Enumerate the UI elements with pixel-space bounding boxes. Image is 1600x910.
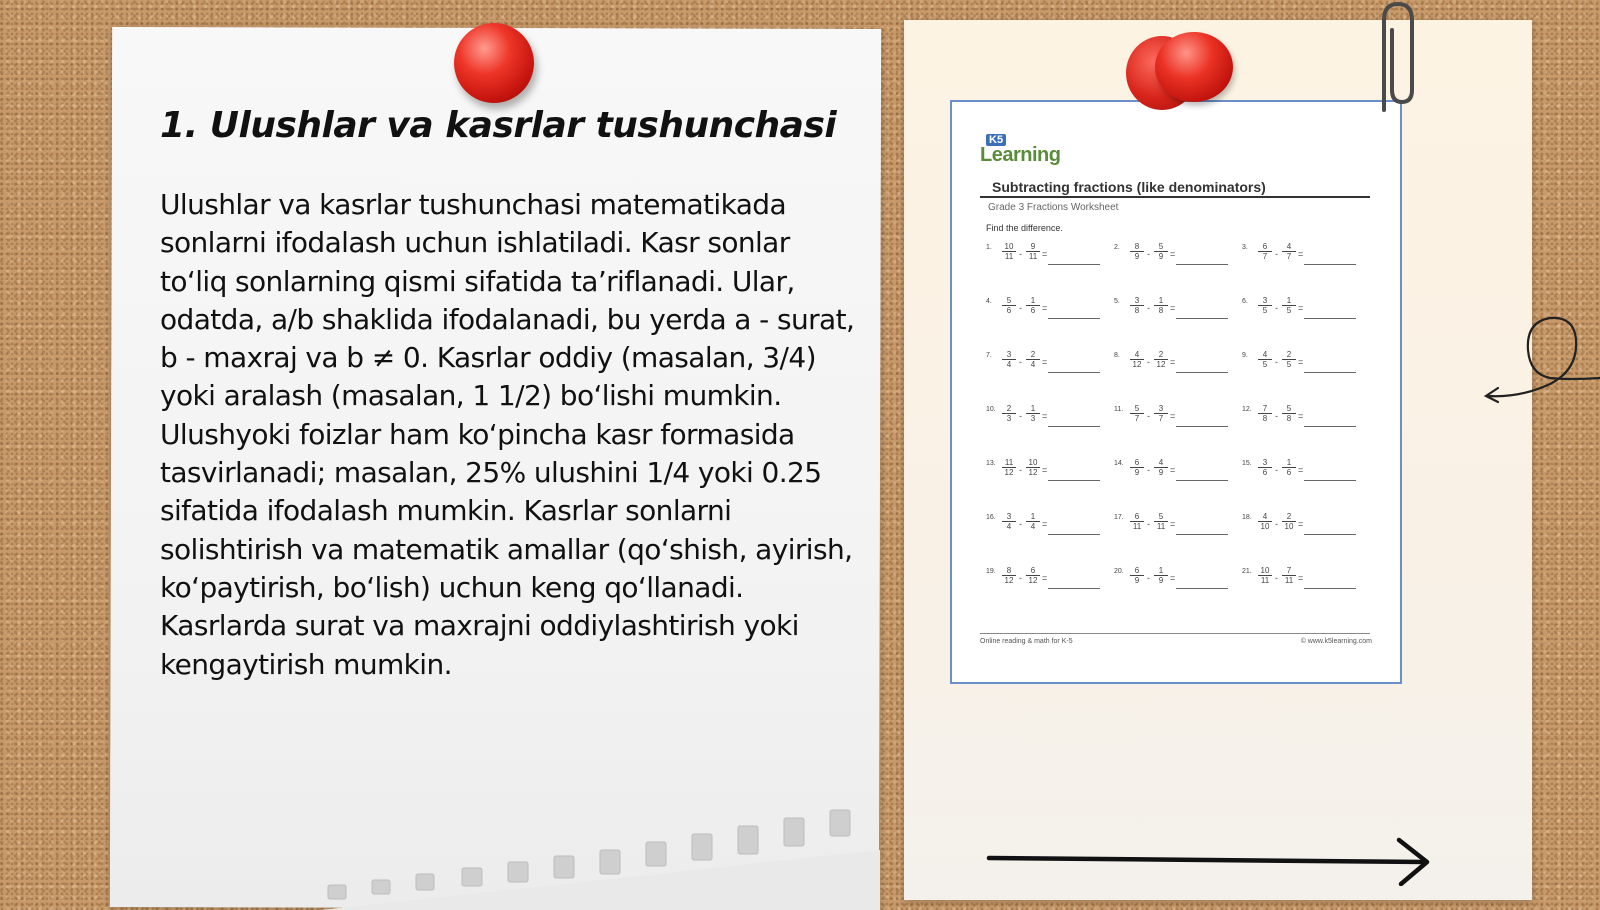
answer-blank [1176, 588, 1228, 589]
problem-number: 17. [1114, 514, 1124, 521]
worksheet-instruction: Find the difference. [986, 223, 1063, 233]
problem-number: 21. [1242, 568, 1252, 575]
fraction-a: $\frac{3}{5}$ [1258, 296, 1272, 315]
equals-sign: = [1042, 573, 1048, 583]
fraction-b: $\frac{1}{9}$ [1154, 566, 1168, 585]
problem-item [1242, 512, 1368, 542]
answer-blank [1048, 318, 1100, 319]
answer-blank [1304, 534, 1356, 535]
problem-grid [986, 242, 1378, 620]
problem-number: 12. [1242, 406, 1252, 413]
fraction-a: $\frac{6}{9}$ [1130, 458, 1144, 477]
problem-item [1242, 296, 1368, 326]
problem-number: 20. [1114, 568, 1124, 575]
answer-blank [1176, 534, 1228, 535]
logo-badge: K5 [986, 134, 1006, 146]
problem-row [986, 512, 1378, 566]
fraction-b: $\frac{4}{9}$ [1154, 458, 1168, 477]
problem-item [1242, 566, 1368, 596]
answer-blank [1304, 372, 1356, 373]
problem-item [1114, 296, 1240, 326]
minus-sign: - [1147, 519, 1150, 529]
equals-sign: = [1298, 411, 1304, 421]
problem-number: 4. [986, 298, 992, 305]
logo-text: Learning [980, 144, 1061, 166]
fraction-a: $\frac{6}{9}$ [1130, 566, 1144, 585]
fraction-b: $\frac{1}{6}$ [1282, 458, 1296, 477]
equals-sign: = [1298, 519, 1304, 529]
minus-sign: - [1275, 249, 1278, 259]
fraction-a: $\frac{4}{5}$ [1258, 350, 1272, 369]
divider [980, 196, 1370, 198]
equals-sign: = [1042, 249, 1048, 259]
fraction-b: $\frac{7}{11}$ [1282, 566, 1296, 585]
fraction-a: $\frac{5}{6}$ [1002, 296, 1016, 315]
problem-row [986, 566, 1378, 620]
fraction-b: $\frac{5}{8}$ [1282, 404, 1296, 423]
problem-number: 16. [986, 514, 996, 521]
minus-sign: - [1019, 465, 1022, 475]
minus-sign: - [1275, 357, 1278, 367]
fraction-b: $\frac{2}{5}$ [1282, 350, 1296, 369]
answer-blank [1176, 480, 1228, 481]
fraction-b: $\frac{1}{5}$ [1282, 296, 1296, 315]
slide-body-text: Ulushlar va kasrlar tushunchasi matematikada sonlarni ifodalash uchun ishlatiladi. Kasr sonlar to‘liq sonlarning qismi sifatida ta’riflanadi. Ular, odatda, a/b shaklida ifodalanadi, bu yerda a - surat, b - maxraj va b ≠ 0. Kasrlar oddiy (masalan, 3/4) yoki aralash (masalan, 1 1/2) bo‘lishi mumkin. Ulushyoki foizlar ham ko‘pincha kasr formasida tasvirlanadi; masalan, 25% ulushini 1/4 yoki 0.25 sifatida ifodalash mumkin. Kasrlar sonlarni solishtirish va matematik amallar (qo‘shish, ayirish, ko‘paytirish, bo‘lish) uchun keng qo‘llanadi. Kasrlarda surat va maxrajni oddiylashtirish yoki kengaytirish mumkin. [160, 188, 855, 681]
minus-sign: - [1147, 357, 1150, 367]
problem-item [986, 404, 1112, 434]
equals-sign: = [1298, 357, 1304, 367]
problem-number: 15. [1242, 460, 1252, 467]
fraction-a: $\frac{3}{6}$ [1258, 458, 1272, 477]
fraction-b: $\frac{6}{12}$ [1026, 566, 1040, 585]
minus-sign: - [1147, 573, 1150, 583]
equals-sign: = [1298, 573, 1304, 583]
fraction-a: $\frac{3}{8}$ [1130, 296, 1144, 315]
fraction-a: $\frac{3}{4}$ [1002, 512, 1016, 531]
fraction-b: $\frac{5}{9}$ [1154, 242, 1168, 261]
equals-sign: = [1170, 249, 1176, 259]
problem-number: 10. [986, 406, 996, 413]
minus-sign: - [1019, 411, 1022, 421]
problem-number: 3. [1242, 244, 1248, 251]
minus-sign: - [1019, 357, 1022, 367]
answer-blank [1176, 264, 1228, 265]
problem-item [1114, 566, 1240, 596]
fraction-a: $\frac{3}{4}$ [1002, 350, 1016, 369]
problem-number: 19. [986, 568, 996, 575]
answer-blank [1048, 372, 1100, 373]
k5-learning-logo [980, 132, 1070, 166]
fraction-a: $\frac{8}{12}$ [1002, 566, 1016, 585]
problem-number: 9. [1242, 352, 1248, 359]
problem-item [1114, 350, 1240, 380]
answer-blank [1176, 426, 1228, 427]
equals-sign: = [1298, 249, 1304, 259]
problem-number: 1. [986, 244, 992, 251]
fraction-a: $\frac{4}{10}$ [1258, 512, 1272, 531]
fraction-b: $\frac{1}{3}$ [1026, 404, 1040, 423]
problem-item [1242, 350, 1368, 380]
problem-row [986, 242, 1378, 296]
fraction-b: $\frac{1}{6}$ [1026, 296, 1040, 315]
equals-sign: = [1170, 573, 1176, 583]
fraction-a: $\frac{4}{12}$ [1130, 350, 1144, 369]
equals-sign: = [1170, 411, 1176, 421]
right-arrow-icon [985, 836, 1445, 886]
equals-sign: = [1170, 303, 1176, 313]
problem-item [986, 458, 1112, 488]
problem-item [986, 566, 1112, 596]
fraction-a: $\frac{6}{7}$ [1258, 242, 1272, 261]
problem-item [986, 350, 1112, 380]
minus-sign: - [1019, 303, 1022, 313]
fraction-b: $\frac{9}{11}$ [1026, 242, 1040, 261]
problem-item [986, 296, 1112, 326]
problem-number: 11. [1114, 406, 1124, 413]
minus-sign: - [1019, 249, 1022, 259]
answer-blank [1304, 318, 1356, 319]
equals-sign: = [1042, 465, 1048, 475]
equals-sign: = [1170, 465, 1176, 475]
problem-item [1114, 242, 1240, 272]
fraction-b: $\frac{4}{7}$ [1282, 242, 1296, 261]
slide-title: 1. Ulushlar va kasrlar tushunchasi [160, 105, 837, 146]
minus-sign: - [1147, 303, 1150, 313]
worksheet-title: Subtracting fractions (like denominators) [992, 179, 1266, 195]
problem-row [986, 458, 1378, 512]
fraction-a: $\frac{5}{7}$ [1130, 404, 1144, 423]
problem-number: 8. [1114, 352, 1120, 359]
problem-number: 18. [1242, 514, 1252, 521]
fraction-a: $\frac{2}{3}$ [1002, 404, 1016, 423]
fraction-a: $\frac{8}{9}$ [1130, 242, 1144, 261]
answer-blank [1048, 264, 1100, 265]
equals-sign: = [1042, 411, 1048, 421]
worksheet-image [950, 100, 1402, 684]
problem-number: 6. [1242, 298, 1248, 305]
problem-row [986, 404, 1378, 458]
fraction-b: $\frac{10}{12}$ [1026, 458, 1040, 477]
answer-blank [1048, 426, 1100, 427]
problem-item [1242, 458, 1368, 488]
problem-number: 7. [986, 352, 992, 359]
problem-item [1114, 512, 1240, 542]
minus-sign: - [1275, 519, 1278, 529]
equals-sign: = [1042, 303, 1048, 313]
minus-sign: - [1147, 465, 1150, 475]
torn-paper-strip [320, 800, 880, 910]
worksheet-footer-left: Online reading & math for K-5 [980, 638, 1073, 645]
minus-sign: - [1275, 411, 1278, 421]
equals-sign: = [1170, 357, 1176, 367]
answer-blank [1176, 318, 1228, 319]
fraction-b: $\frac{2}{10}$ [1282, 512, 1296, 531]
answer-blank [1304, 426, 1356, 427]
equals-sign: = [1170, 519, 1176, 529]
minus-sign: - [1275, 303, 1278, 313]
fraction-a: $\frac{10}{11}$ [1258, 566, 1272, 585]
minus-sign: - [1147, 249, 1150, 259]
fraction-b: $\frac{2}{4}$ [1026, 350, 1040, 369]
answer-blank [1048, 588, 1100, 589]
problem-number: 13. [986, 460, 996, 467]
problem-number: 14. [1114, 460, 1124, 467]
problem-item [1242, 404, 1368, 434]
problem-item [1242, 242, 1368, 272]
problem-row [986, 296, 1378, 350]
fraction-a: $\frac{7}{8}$ [1258, 404, 1272, 423]
problem-item [986, 512, 1112, 542]
worksheet-footer-right: © www.k5learning.com [1300, 638, 1372, 645]
answer-blank [1304, 264, 1356, 265]
equals-sign: = [1298, 465, 1304, 475]
problem-number: 2. [1114, 244, 1120, 251]
fraction-a: $\frac{6}{11}$ [1130, 512, 1144, 531]
fraction-a: $\frac{11}{12}$ [1002, 458, 1016, 477]
problem-item [986, 242, 1112, 272]
paperclip-icon [1370, 0, 1430, 120]
minus-sign: - [1275, 573, 1278, 583]
minus-sign: - [1275, 465, 1278, 475]
equals-sign: = [1042, 519, 1048, 529]
problem-item [1114, 458, 1240, 488]
pushpin-icon [454, 23, 534, 103]
fraction-b: $\frac{5}{11}$ [1154, 512, 1168, 531]
answer-blank [1304, 588, 1356, 589]
equals-sign: = [1298, 303, 1304, 313]
fraction-b: $\frac{3}{7}$ [1154, 404, 1168, 423]
problem-row [986, 350, 1378, 404]
answer-blank [1176, 372, 1228, 373]
equals-sign: = [1042, 357, 1048, 367]
fraction-b: $\frac{1}{4}$ [1026, 512, 1040, 531]
divider [980, 633, 1370, 634]
worksheet-subtitle: Grade 3 Fractions Worksheet [988, 202, 1119, 213]
minus-sign: - [1019, 519, 1022, 529]
fraction-b: $\frac{2}{12}$ [1154, 350, 1168, 369]
minus-sign: - [1147, 411, 1150, 421]
fraction-a: $\frac{10}{11}$ [1002, 242, 1016, 261]
problem-number: 5. [1114, 298, 1120, 305]
pushpin-icon [1155, 32, 1233, 102]
minus-sign: - [1019, 573, 1022, 583]
loop-arrow-icon [1470, 300, 1600, 410]
answer-blank [1304, 480, 1356, 481]
answer-blank [1048, 480, 1100, 481]
fraction-b: $\frac{1}{8}$ [1154, 296, 1168, 315]
problem-item [1114, 404, 1240, 434]
answer-blank [1048, 534, 1100, 535]
